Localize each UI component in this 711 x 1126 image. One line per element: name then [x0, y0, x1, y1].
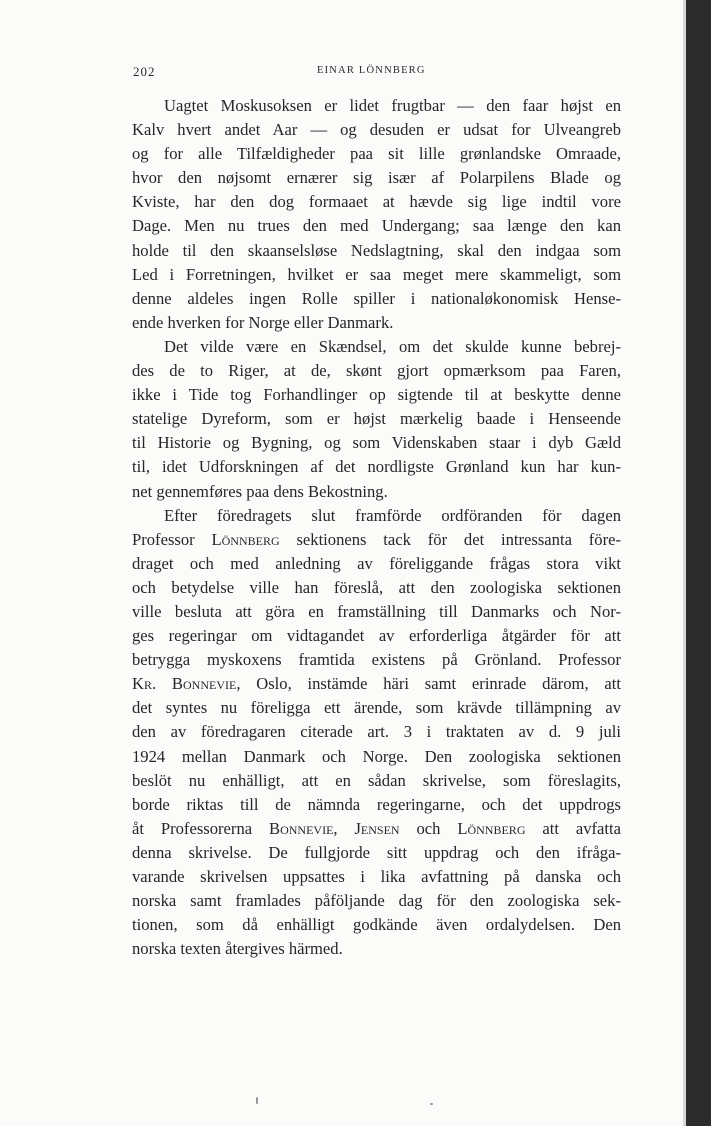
text-line: til, idet Udforskningen af det nordligste Grønland kun har kun- — [132, 457, 621, 477]
text-line: des de to Riger, at de, skønt gjort opmærksom paa Faren, — [132, 361, 621, 381]
text-line: Professor Lönnberg sektionens tack för det intressanta före- — [132, 529, 621, 549]
text-line: det syntes nu föreligga ett ärende, som krävde tillämpning av — [132, 698, 621, 718]
text-line: beslöt nu enhälligt, att en sådan skrivelse, som föreslagits, — [132, 770, 621, 790]
text-line: Det vilde være en Skændsel, om det skulde kunne bebrej- — [164, 336, 621, 356]
text-line: ville besluta att göra en framställning till Danmarks och Nor- — [132, 601, 621, 621]
text-line: Kr. Bonnevie, Oslo, instämde häri samt erinrade därom, att — [132, 674, 621, 694]
text-line: varande skrivelsen uppsattes i lika avfattning på danska och — [132, 867, 621, 886]
text-line: draget och med anledning av föreliggande frågas stora vikt — [132, 553, 621, 573]
scanner-border — [686, 0, 711, 1126]
text-line: denne aldeles ingen Rolle spiller i nationaløkonomisk Hense- — [132, 288, 621, 308]
body-text — [132, 94, 621, 961]
text-line: betrygga myskoxens framtida existens på Grönland. Professor — [132, 650, 621, 670]
text-line: hvor den nøjsomt ernærer sig især af Polarpilens Blade og — [132, 168, 621, 188]
page-header — [133, 64, 621, 82]
scan-speck — [256, 1097, 258, 1104]
text-line: Efter föredragets slut framförde ordföranden för dagen — [164, 505, 621, 525]
text-line: och betydelse ville han föreslå, att den zoologiska sektionen — [132, 577, 621, 597]
text-line: Led i Forretningen, hvilket er saa meget mere skammeligt, som — [132, 264, 621, 284]
scan-speck — [430, 1103, 433, 1105]
text-line: til Historie og Bygning, og som Videnskaben staar i dyb Gæld — [132, 433, 621, 453]
page-number: 202 — [133, 64, 156, 79]
text-line: åt Professorerna Bonnevie, Jensen och Lönnberg att avfatta — [132, 818, 622, 838]
text-line: denna skrivelse. De fullgjorde sitt uppdrag och den ifråga- — [132, 842, 621, 862]
text-line: ikke i Tide tog Forhandlinger op sigtende til at beskytte denne — [132, 385, 621, 405]
text-line: net gennemføres paa dens Bekostning. — [132, 481, 388, 501]
text-line: borde riktas till de nämnda regeringarne, och det uppdrogs — [132, 794, 621, 814]
text-line: Dage. Men nu trues den med Undergang; saa længe den kan — [132, 216, 621, 236]
text-line: og for alle Tilfældigheder paa sit lille grønlandske Omraade, — [132, 144, 621, 164]
small-caps-name: Lönnberg — [211, 529, 280, 549]
text-line: holde til den skaanselsløse Nedslagtning, skal den indgaa som — [132, 240, 621, 260]
text-line: ges regeringar om vidtagandet av erforderliga åtgärder för att — [132, 626, 621, 646]
small-caps-name: Jensen — [354, 818, 400, 838]
text-line: Uagtet Moskusoksen er lidet frugtbar — den faar højst en — [164, 96, 621, 115]
text-line: Kalv hvert andet Aar — og desuden er udsat for Ulveangreb — [132, 120, 621, 140]
text-line: tionen, som då enhälligt godkände även ordalydelsen. Den — [132, 915, 621, 935]
text-line: ende hverken for Norge eller Danmark. — [132, 312, 394, 332]
running-head: EINAR LÖNNBERG — [317, 65, 426, 76]
text-line: norska texten återgives härmed. — [132, 939, 343, 959]
text-line: 1924 mellan Danmark och Norge. Den zoologiska sektionen — [132, 746, 621, 766]
text-line: norska samt framlades påföljande dag för den zoologiska sek- — [132, 891, 621, 911]
text-line: statelige Dyreform, som er højst mærkelig baade i Henseende — [132, 409, 621, 429]
text-line: den av föredragaren citerade art. 3 i traktaten av d. 9 juli — [132, 722, 621, 742]
text-line: Kviste, har den dog formaaet at hævde sig lige indtil vore — [132, 192, 621, 212]
small-caps-name: Kr. Bonnevie — [132, 674, 237, 694]
small-caps-name: Bonnevie — [269, 818, 334, 838]
small-caps-name: Lönnberg — [457, 818, 526, 838]
